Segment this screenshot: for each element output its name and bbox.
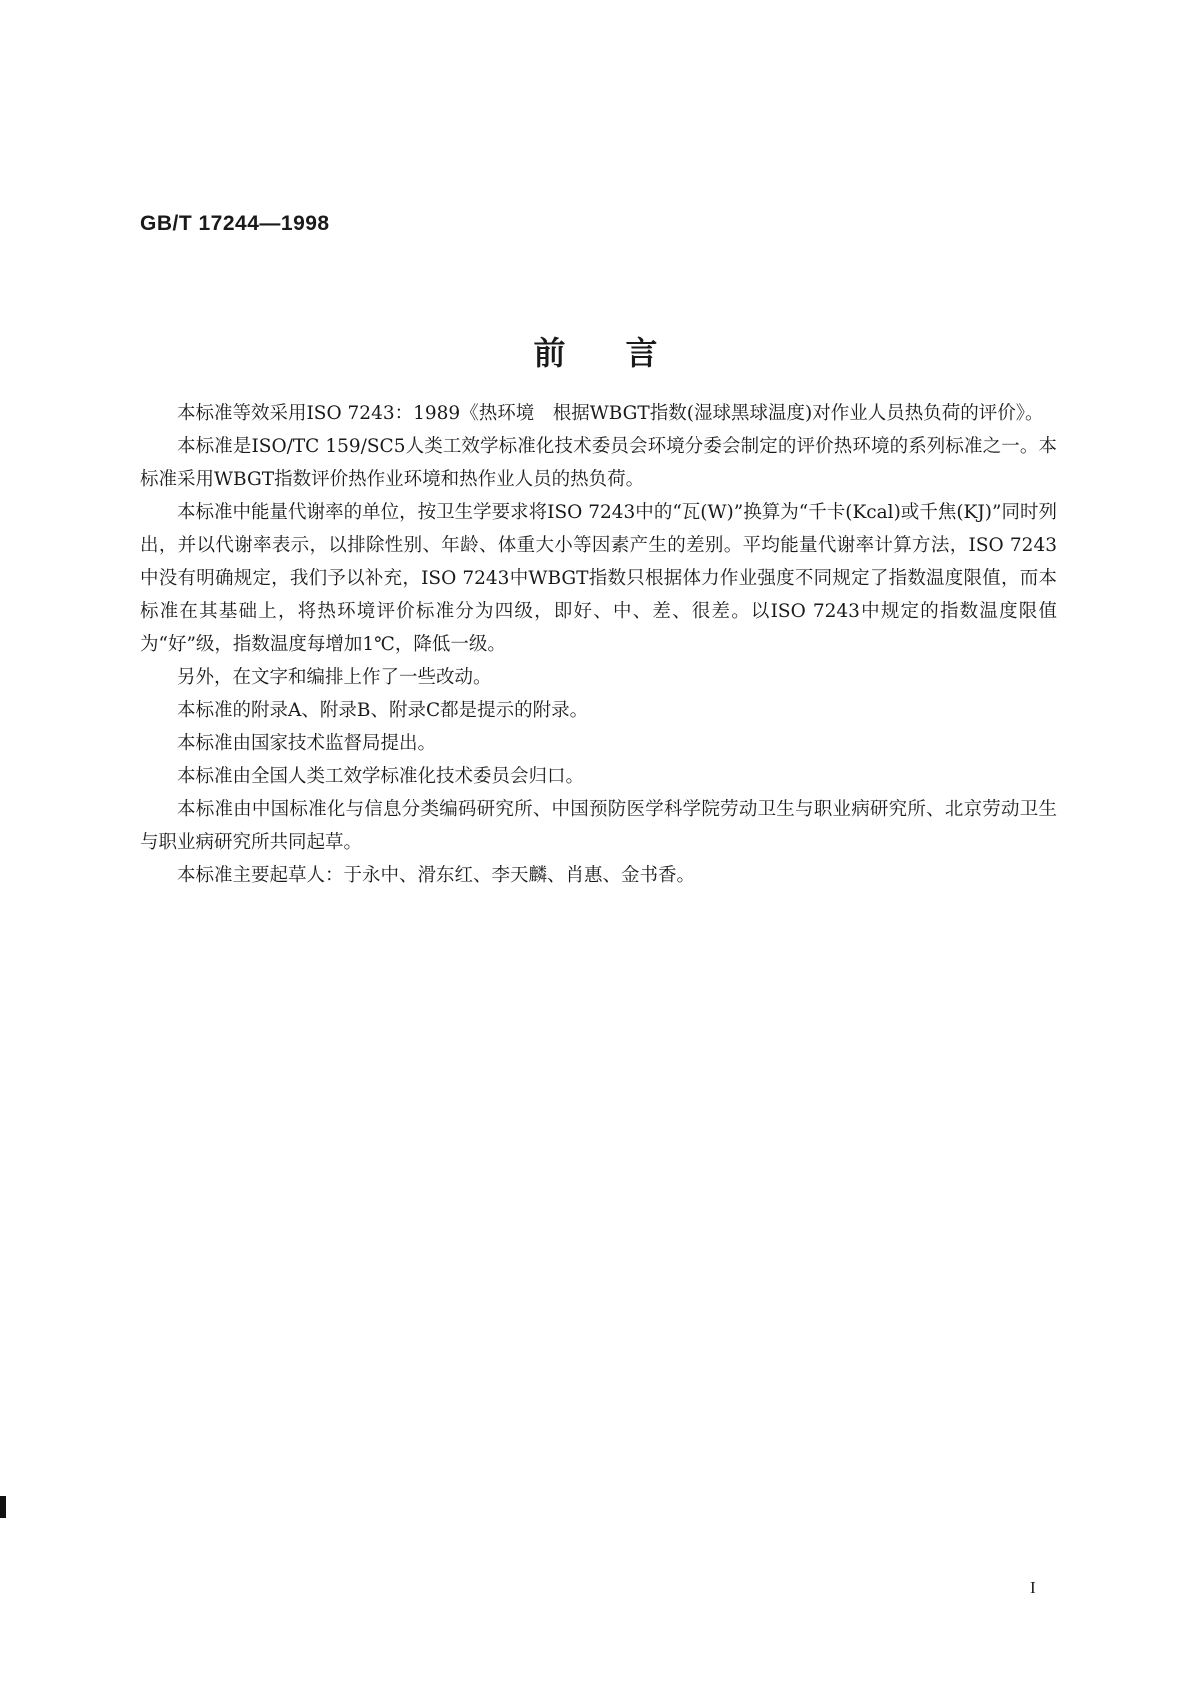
paragraph-drafted-by: 本标准由中国标准化与信息分类编码研究所、中国预防医学科学院劳动卫生与职业病研究所、北京劳动卫生与职业病研究所共同起草。: [140, 799, 1057, 853]
standard-number: GB/T 17244—1998: [140, 212, 330, 235]
paragraph-annexes: 本标准的附录A、附录B、附录C都是提示的附录。: [177, 700, 589, 721]
paragraph-units: 本标准中能量代谢率的单位，按卫生学要求将ISO 7243中的“瓦(W)”换算为“千卡(Kcal)或千焦(KJ)”同时列出，并以代谢率表示，以排除性别、年龄、体重大小等因素产生的差别。平均能量代谢率计算方法，ISO 7243中没有明确规定，我们予以补充，ISO 7243中WBGT指数只根据体力作业强度不同规定了指数温度限值，而本标准在其基础上，将热环境评价标准分为四级，即好、中、差、很差。以ISO 7243中规定的指数温度限值为“好”级，指数温度每增加1℃，降低一级。: [140, 502, 1057, 655]
page-title: 前言: [533, 334, 718, 372]
paragraph-origin: 本标准是ISO/TC 159/SC5人类工效学标准化技术委员会环境分委会制定的评价热环境的系列标准之一。本标准采用WBGT指数评价热作业环境和热作业人员的热负荷。: [140, 436, 1057, 490]
paragraph-drafters: 本标准主要起草人：于永中、滑东红、李天麟、肖惠、金书香。: [177, 865, 696, 886]
paragraph-adoption: 本标准等效采用ISO 7243：1989《热环境 根据WBGT指数(湿球黑球温度)对作业人员热负荷的评价》。: [177, 403, 1044, 424]
paragraph-centralized-by: 本标准由全国人类工效学标准化技术委员会归口。: [177, 766, 585, 787]
page-number: I: [1030, 1578, 1036, 1597]
foreword-body: [140, 397, 1057, 892]
paragraph-proposed-by: 本标准由国家技术监督局提出。: [177, 733, 437, 754]
scan-binding-mark: [0, 1496, 6, 1518]
paragraph-changes: 另外，在文字和编排上作了一些改动。: [177, 667, 492, 688]
